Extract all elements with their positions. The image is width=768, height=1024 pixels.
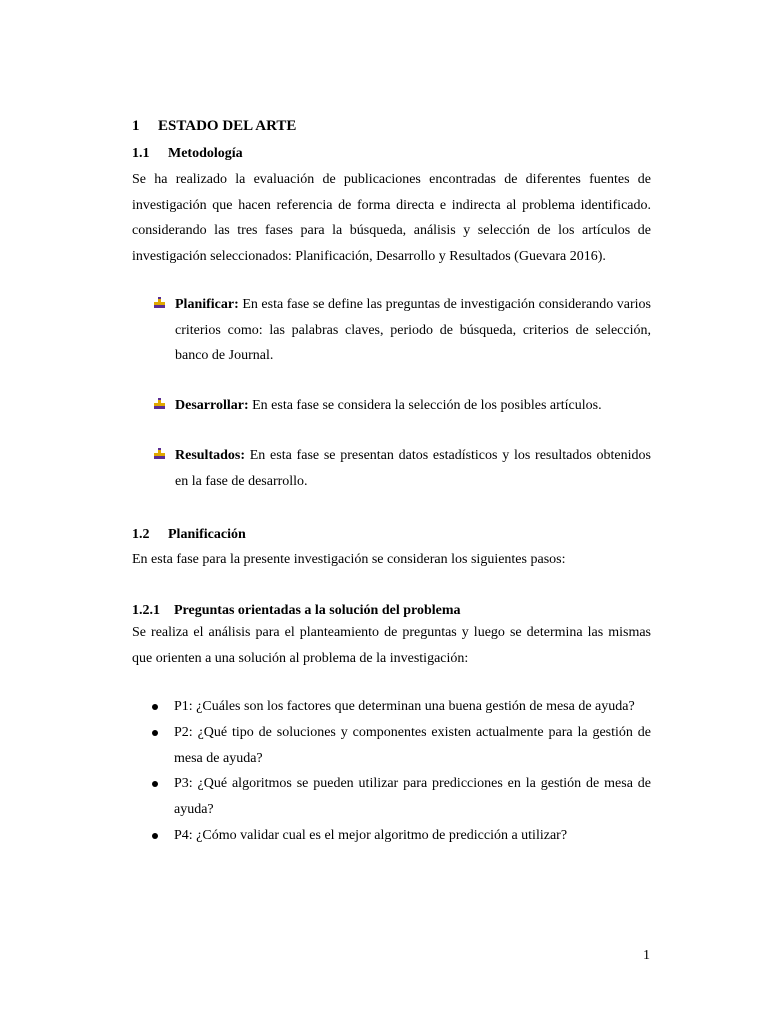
paragraph-line: investigación seleccionados: Planificación, Desarrollo y Resultados (Guevara 2016). bbox=[132, 248, 606, 264]
bullet-dot-icon bbox=[152, 730, 158, 736]
question-line: P3: ¿Qué algoritmos se pueden utilizar para predicciones en la gestión de mesa de bbox=[174, 776, 651, 791]
heading-metodologia bbox=[132, 146, 243, 162]
bullet-dot-icon bbox=[152, 704, 158, 710]
heading-estado-del-arte bbox=[132, 118, 296, 135]
phase-term: Desarrollar: bbox=[175, 398, 249, 413]
question-line: P2: ¿Qué tipo de soluciones y componentes existen actualmente para la gestión de bbox=[174, 725, 651, 740]
question-line: P1: ¿Cuáles son los factores que determinan una buena gestión de mesa de ayuda? bbox=[174, 699, 635, 714]
section-title: Preguntas orientadas a la solución del problema bbox=[174, 603, 461, 618]
page-number: 1 bbox=[643, 948, 650, 963]
phase-term: Resultados: bbox=[175, 448, 246, 463]
heading-number: 1 bbox=[132, 118, 140, 134]
phase-line: Desarrollar: En esta fase se considera la selección de los posibles artículos. bbox=[175, 398, 602, 413]
phase-line: banco de Journal. bbox=[175, 348, 274, 363]
section-number: 1.2.1 bbox=[132, 603, 160, 618]
preguntas-paragraph bbox=[132, 620, 651, 671]
heading-preguntas bbox=[132, 603, 461, 619]
planificacion-paragraph bbox=[132, 547, 651, 573]
section-number: 1.1 bbox=[132, 146, 150, 161]
question-line: mesa de ayuda? bbox=[174, 750, 263, 766]
arrow-bullet-icon bbox=[154, 398, 166, 410]
paragraph-line: que orienten a una solución al problema de la investigación: bbox=[132, 650, 469, 666]
section-title: Planificación bbox=[168, 527, 246, 542]
question-line: ayuda? bbox=[174, 801, 214, 817]
paragraph-line: Se ha realizado la evaluación de publicaciones encontradas de diferentes fuentes de bbox=[132, 172, 651, 187]
phase-line: en la fase de desarrollo. bbox=[175, 473, 308, 489]
section-title: Metodología bbox=[168, 146, 243, 161]
metodologia-paragraph bbox=[132, 167, 651, 269]
phase-term: Planificar: bbox=[175, 297, 239, 312]
heading-planificacion bbox=[132, 527, 246, 543]
bullet-dot-icon bbox=[152, 781, 158, 787]
question-line: P4: ¿Cómo validar cual es el mejor algoritmo de predicción a utilizar? bbox=[174, 828, 568, 843]
bullet-dot-icon bbox=[152, 833, 158, 839]
arrow-bullet-icon bbox=[154, 448, 166, 460]
paragraph-line: investigación que hacen referencia de forma directa e indirecta al problema identificado. bbox=[132, 197, 651, 213]
paragraph-line: Se realiza el análisis para el planteamiento de preguntas y luego se determina las mismas bbox=[132, 625, 651, 640]
heading-title: ESTADO DEL ARTE bbox=[158, 118, 297, 134]
phase-line: Resultados: En esta fase se presentan datos estadísticos y los resultados obtenidos bbox=[175, 448, 651, 463]
arrow-bullet-icon bbox=[154, 297, 166, 309]
section-number: 1.2 bbox=[132, 527, 150, 542]
paragraph-line: En esta fase para la presente investigación se consideran los siguientes pasos: bbox=[132, 552, 566, 567]
paragraph-line: considerando las tres fases para la búsqueda, análisis y selección de los artículos de bbox=[132, 223, 651, 238]
phase-line: Planificar: En esta fase se define las preguntas de investigación considerando varios bbox=[175, 297, 651, 312]
phase-line: criterios como: las palabras claves, periodo de búsqueda, criterios de selección, bbox=[175, 322, 651, 338]
